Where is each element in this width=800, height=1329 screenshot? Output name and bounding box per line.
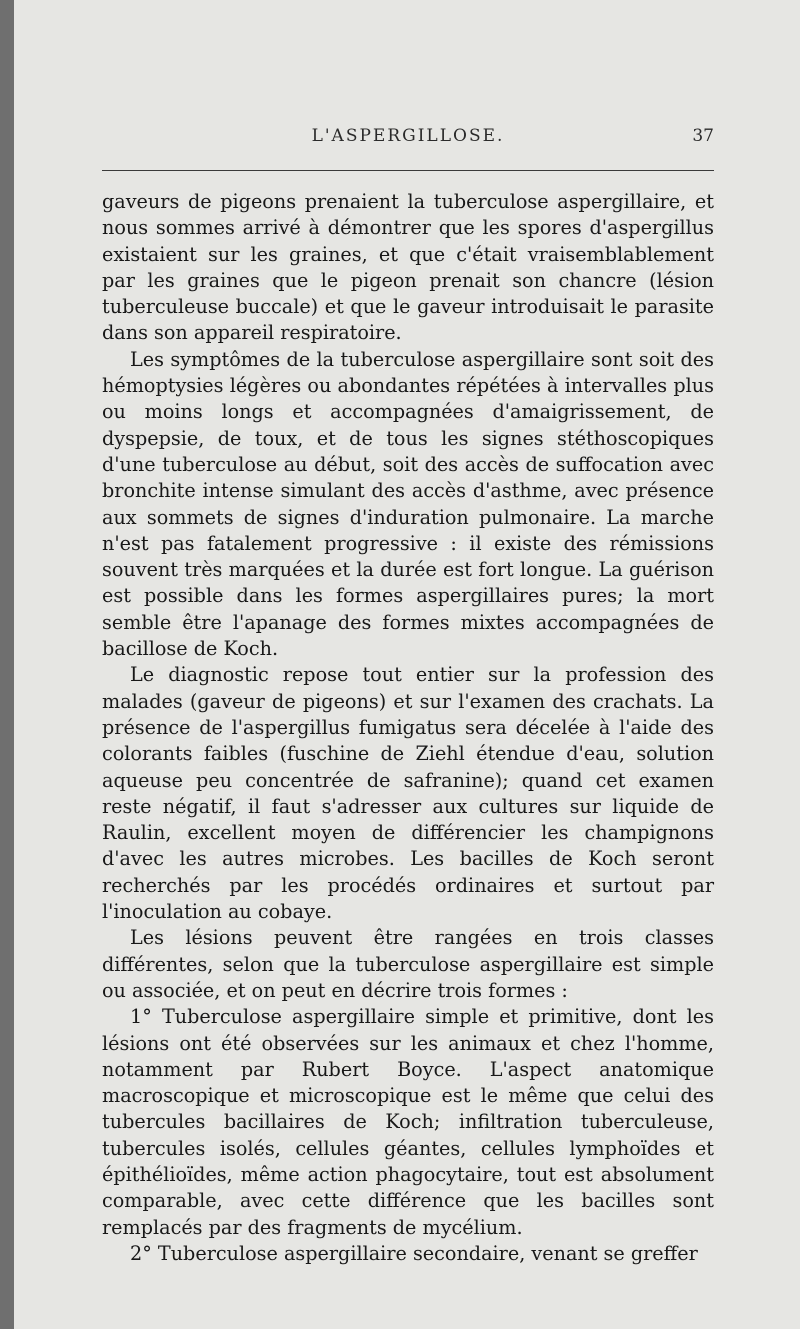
header-rule [102, 170, 714, 171]
paragraph-continuation: gaveurs de pigeons prenaient la tuberculose aspergillaire, et nous sommes arrivé à démontrer que les spores d'aspergillus existaient sur les graines, et que c'était vraisemblablement par les graines que le pigeon prenait son chancre (lésion tuberculeuse buccale) et que le gaveur introduisait le parasite dans son appareil respiratoire. [102, 190, 714, 345]
body-text [102, 189, 714, 1267]
paragraph-lesions: Les lésions peuvent être rangées en trois classes différentes, selon que la tuberculose aspergillaire est simple ou associée, et on peut en décrire trois formes : [102, 926, 714, 1002]
paragraph-symptoms: Les symptômes de la tuberculose aspergillaire sont soit des hémoptysies légères ou abondantes répétées à intervalles plus ou moins longs et accompagnées d'amaigrissement, de dyspepsie, de toux, et de tous les signes stéthoscopiques d'une tuberculose au début, soit des accès de suffocation avec bronchite intense simulant des accès d'asthme, avec présence aux sommets de signes d'induration pulmonaire. La marche n'est pas fatalement progressive : il existe des rémissions souvent très marquées et la durée est fort longue. La guérison est possible dans les formes aspergillaires pures; la mort semble être l'apanage des formes mixtes accompagnées de bacillose de Koch. [102, 347, 714, 661]
page-number: 37 [692, 126, 714, 146]
paragraph-diagnosis: Le diagnostic repose tout entier sur la profession des malades (gaveur de pigeons) et sur l'examen des crachats. La présence de l'aspergillus fumigatus sera décelée à l'aide des colorants faibles (fuschine de Ziehl étendue d'eau, solution aqueuse peu concentrée de safranine); quand cet examen reste négatif, il faut s'adresser aux cultures sur liquide de Raulin, excellent moyen de différencier les champignons d'avec les autres microbes. Les bacilles de Koch seront recherchés par les procédés ordinaires et surtout par l'inoculation au cobaye. [102, 663, 714, 924]
page-header [102, 126, 714, 154]
paragraph-form-2: 2° Tuberculose aspergillaire secondaire, venant se greffer [130, 1241, 698, 1265]
running-title: L'ASPERGILLOSE. [311, 126, 505, 146]
paragraph-form-1: 1° Tuberculose aspergillaire simple et primitive, dont les lésions ont été observées sur les animaux et chez l'homme, notamment par Rubert Boyce. L'aspect anatomique macroscopique et microscopique est le même que celui des tubercules bacillaires de Koch; infiltration tuberculeuse, tubercules isolés, cellules géantes, cellules lymphoïdes et épithélioïdes, même action phagocytaire, tout est absolument comparable, avec cette différence que les bacilles sont remplacés par des fragments de mycélium. [102, 1005, 714, 1239]
